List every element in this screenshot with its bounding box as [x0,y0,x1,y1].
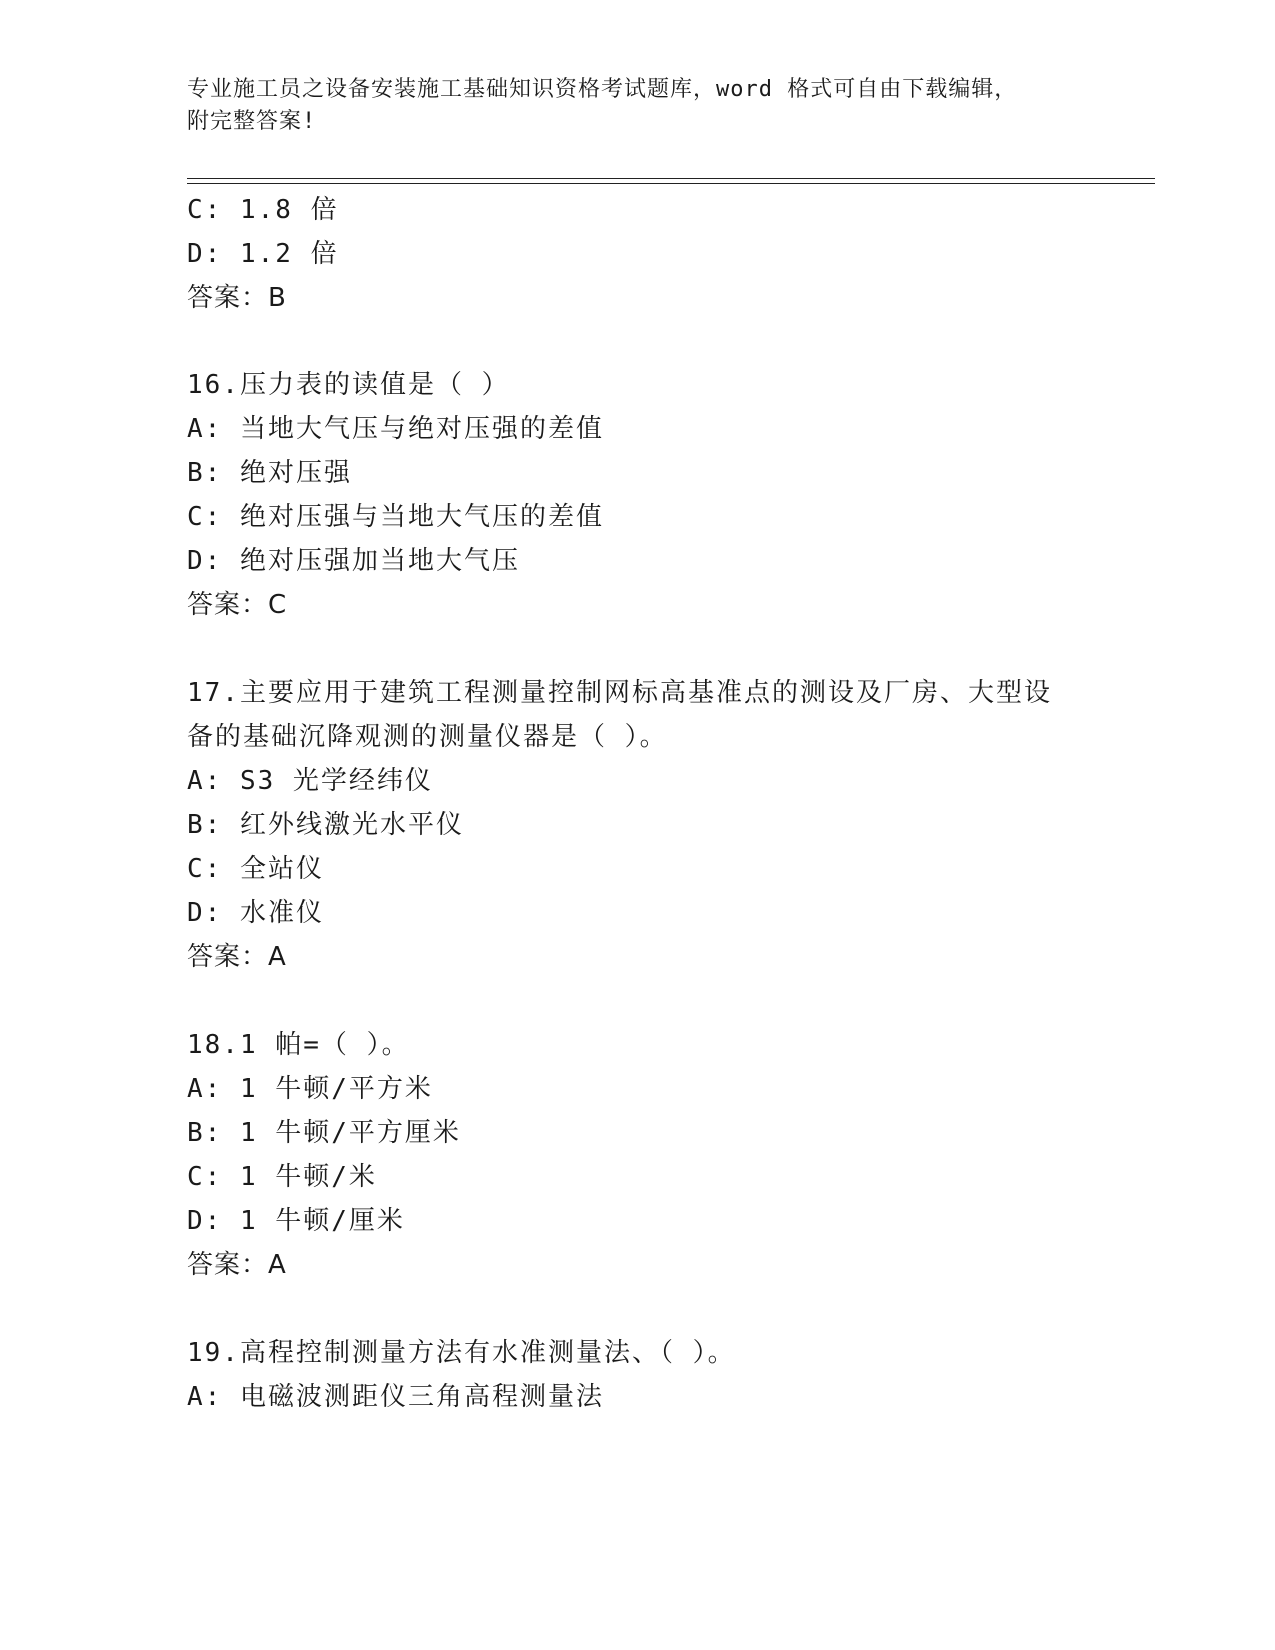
question-line: 17.主要应用于建筑工程测量控制网标高基准点的测设及厂房、大型设 [187,678,1052,708]
answer-line: 答案：A [187,942,287,972]
option-line: D: 水准仪 [187,898,324,928]
option-line: B: 1 牛顿/平方厘米 [187,1118,461,1148]
question-line: 16.压力表的读值是（ ） [187,370,510,400]
document-header [187,74,1087,138]
header-divider-top [187,178,1155,179]
header-line-2: 附完整答案! [187,109,317,134]
option-line: D: 1 牛顿/厘米 [187,1206,405,1236]
option-line: C: 1 牛顿/米 [187,1162,377,1192]
header-line-1: 专业施工员之设备安装施工基础知识资格考试题库，word 格式可自由下载编辑， [187,77,1018,102]
question-line: 备的基础沉降观测的测量仪器是（ ）。 [187,722,668,752]
option-line: A: 1 牛顿/平方米 [187,1074,433,1104]
option-line: A: 当地大气压与绝对压强的差值 [187,414,604,444]
question-line: 18.1 帕=（ ）。 [187,1030,410,1060]
answer-line: 答案：B [187,283,287,313]
header-divider-bottom [187,183,1155,184]
option-line: D: 1.2 倍 [187,239,339,269]
answer-line: 答案：A [187,1250,287,1280]
option-line: C: 绝对压强与当地大气压的差值 [187,502,604,532]
question-line: 19.高程控制测量方法有水准测量法、（ ）。 [187,1338,736,1368]
option-line: A: S3 光学经纬仪 [187,766,433,796]
answer-line: 答案：C [187,590,288,620]
option-line: C: 1.8 倍 [187,195,339,225]
option-line: A: 电磁波测距仪三角高程测量法 [187,1382,604,1412]
option-line: B: 绝对压强 [187,458,352,488]
option-line: D: 绝对压强加当地大气压 [187,546,520,576]
option-line: B: 红外线激光水平仪 [187,810,464,840]
option-line: C: 全站仪 [187,854,324,884]
